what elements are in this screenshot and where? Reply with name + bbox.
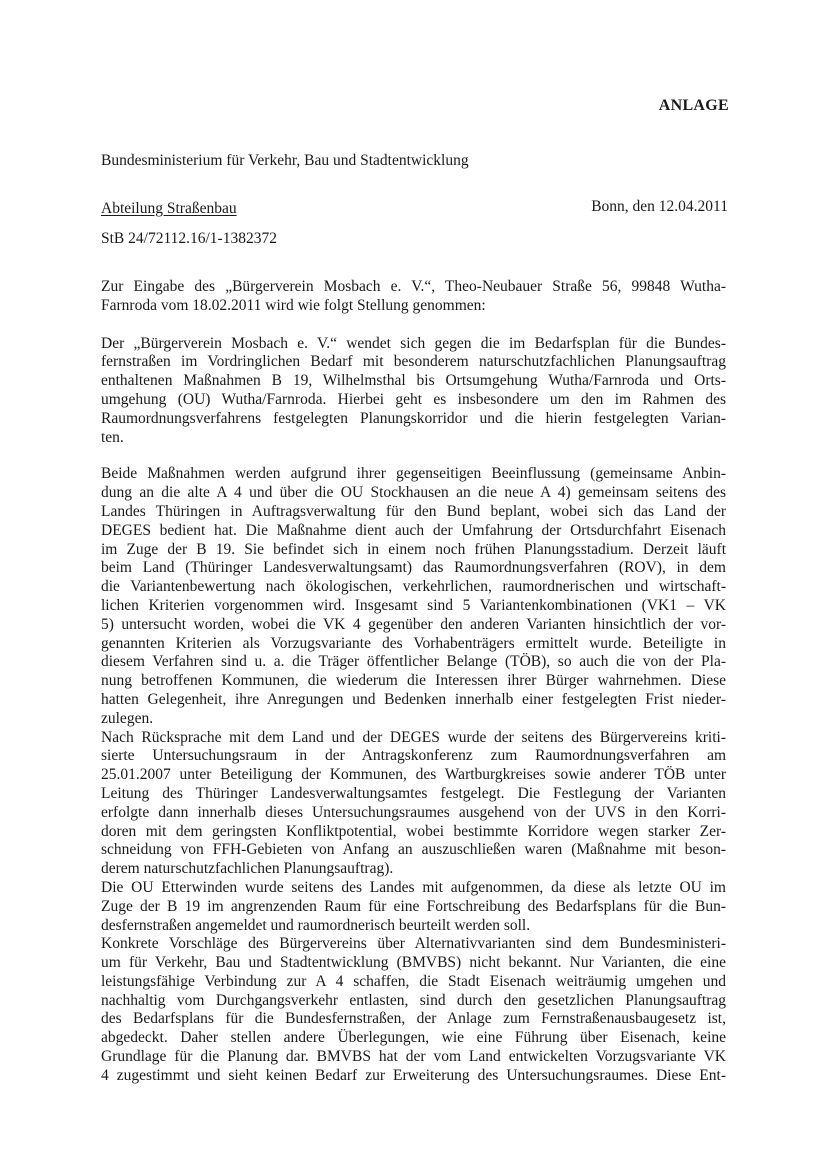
text-line: ten. — [101, 428, 124, 446]
text-line: des Bedarfsplans für die Bundesfernstraßen, der Anlage zum Fernstraßenausbaugesetz ist, — [101, 1010, 726, 1028]
text-line: Zuge der B 19 im angrenzenden Raum für eine Fortschreibung des Bedarfsplans für die Bun- — [101, 897, 726, 915]
text-line: derem naturschutzfachlichen Planungsauftrag). — [101, 860, 394, 878]
text-line: beim Land (Thüringer Landesverwaltungsamt) das Raumordnungsverfahren (ROV), in dem — [101, 559, 726, 577]
text-line: enthaltenen Maßnahmen B 19, Wilhelmsthal bis Ortsumgehung Wutha/Farnroda und Orts- — [101, 372, 726, 390]
department-name: Abteilung Straßenbau — [101, 200, 237, 217]
text-line: Leitung des Thüringer Landesverwaltungsamtes festgelegt. Die Festlegung der Varianten — [101, 784, 726, 802]
text-line: erfolgte dann innerhalb dieses Untersuchungsraumes ausgehend von der UVS in den Korri- — [101, 803, 726, 821]
paragraph-objection — [101, 335, 726, 448]
text-line: die Variantenbewertung nach ökologischen, verkehrlichen, raumordnerischen und wirtschaft- — [101, 578, 726, 596]
text-line: Nach Rücksprache mit dem Land und der DEGES wurde der seitens des Bürgervereins kriti- — [101, 728, 726, 746]
text-line: 4 zugestimmt und sieht keinen Bedarf zur Erweiterung des Untersuchungsraumes. Diese Ent- — [101, 1066, 726, 1084]
text-line: fernstraßen im Vordringlichen Bedarf mit besonderem naturschutzfachlichen Planungsauftrag — [101, 353, 726, 371]
text-line: Konkrete Vorschläge des Bürgervereins über Alternativvarianten sind dem Bundesministeri- — [101, 935, 726, 953]
text-line: sierte Untersuchungsraum in der Antragskonferenz zum Raumordnungsverfahren am — [101, 747, 726, 765]
text-line: Der „Bürgerverein Mosbach e. V.“ wendet sich gegen die im Bedarfsplan für die Bundes- — [101, 334, 726, 352]
paragraph-alternatives — [101, 935, 726, 1085]
text-line: desfernstraßen angemeldet und raumordnerisch beurteilt werden soll. — [101, 916, 531, 934]
annex-label: ANLAGE — [658, 97, 729, 114]
text-line: Beide Maßnahmen werden aufgrund ihrer gegenseitigen Beeinflussung (gemeinsame Anbin- — [101, 465, 726, 483]
letter-body — [101, 278, 726, 1086]
paragraph-etterwinden — [101, 879, 726, 935]
paragraph-measures — [101, 465, 726, 728]
text-line: um für Verkehr, Bau und Stadtentwicklung (BMVBS) nicht bekannt. Nur Varianten, die eine — [101, 954, 726, 972]
text-line: Landes Thüringen in Auftragsverwaltung für den Bund beplant, wobei sich das Land der — [101, 502, 726, 520]
text-line: Die OU Etterwinden wurde seitens des Landes mit aufgenommen, da diese als letzte OU im — [101, 878, 726, 896]
reference-number: StB 24/72112.16/1-1382372 — [101, 230, 277, 247]
text-line: doren mit dem geringsten Konfliktpotential, wobei bestimmte Korridore wegen starker Zer- — [101, 822, 726, 840]
text-line: nachhaltig vom Durchgangsverkehr entlasten, sind durch den gesetzlichen Planungsauftrag — [101, 991, 726, 1009]
text-line: hatten Gelegenheit, ihre Anregungen und Bedenken innerhalb einer festgelegten Frist nieder- — [101, 690, 726, 708]
paragraph-intro — [101, 278, 726, 316]
text-line: schneidung von FFH-Gebieten von Anfang an auszuschließen waren (Maßnahme mit beson- — [101, 841, 726, 859]
text-line: nung betroffenen Kommunen, die wiederum die Interessen ihrer Bürger wahrnehmen. Diese — [101, 672, 726, 690]
text-line: DEGES bedient hat. Die Maßnahme dient auch der Umfahrung der Ortsdurchfahrt Eisenach — [101, 521, 726, 539]
text-line: 25.01.2007 unter Beteiligung der Kommunen, des Wartburgkreises sowie anderer TÖB unter — [101, 766, 726, 784]
text-line: genannten Kriterien als Vorzugsvariante des Vorhabenträgers ermittelt wurde. Beteiligte in — [101, 634, 726, 652]
text-line: im Zuge der B 19. Sie befindet sich in einem noch frühen Planungsstadium. Derzeit läuft — [101, 540, 726, 558]
text-line: leistungsfähige Verbindung zur A 4 schaffen, die Stadt Eisenach weiträumig umgehen und — [101, 972, 726, 990]
text-line: 5) untersucht worden, wobei die VK 4 gegenüber den anderen Varianten hinsichtlich der vor- — [101, 615, 726, 633]
text-line: lichen Kriterien vorgenommen wird. Insgesamt sind 5 Variantenkombinationen (VK1 – VK — [101, 596, 726, 614]
paragraph-consultation — [101, 729, 726, 879]
text-line: diesem Verfahren sind u. a. die Träger öffentlicher Belange (TÖB), so auch die von der Pla- — [101, 653, 726, 671]
text-line: zulegen. — [101, 709, 154, 727]
text-line: Zur Eingabe des „Bürgerverein Mosbach e. V.“, Theo-Neubauer Straße 56, 99848 Wutha- — [101, 278, 726, 295]
text-line: Raumordnungsverfahrens festgelegten Planungskorridor und die hierin festgelegten Varian- — [101, 409, 726, 427]
ministry-name: Bundesministerium für Verkehr, Bau und Stadtentwicklung — [101, 152, 469, 169]
place-date: Bonn, den 12.04.2011 — [591, 198, 728, 215]
text-line: Farnroda vom 18.02.2011 wird wie folgt Stellung genommen: — [101, 296, 486, 314]
text-line: Grundlage für die Planung dar. BMVBS hat der vom Land entwickelten Vorzugsvariante VK — [101, 1048, 726, 1066]
text-line: umgehung (OU) Wutha/Farnroda. Hierbei geht es insbesondere um den im Rahmen des — [101, 390, 726, 408]
text-line: abgedeckt. Daher stellen andere Überlegungen, wie eine Führung über Eisenach, keine — [101, 1029, 726, 1047]
text-line: dung an die alte A 4 und über die OU Stockhausen an die neue A 4) gemeinsam seitens des — [101, 484, 726, 502]
